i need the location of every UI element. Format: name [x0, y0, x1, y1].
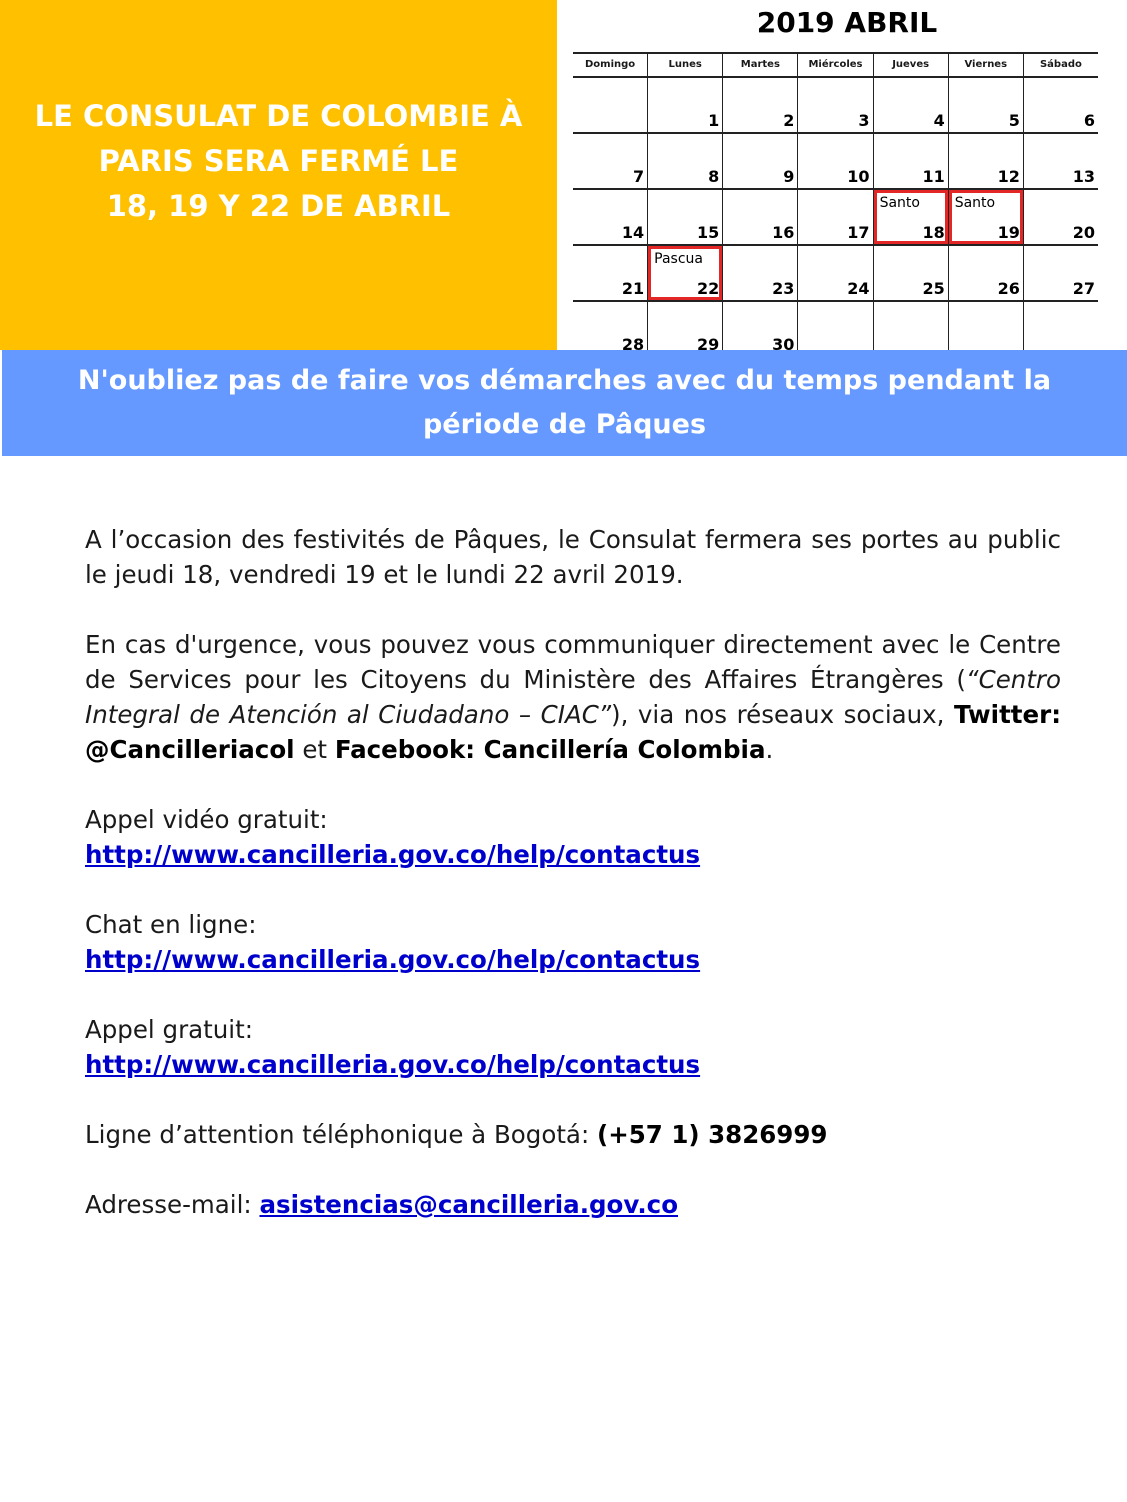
calendar-day — [873, 246, 948, 300]
day-number: 11 — [922, 167, 945, 186]
day-number: 4 — [933, 111, 945, 130]
urgency-paragraph — [85, 627, 1061, 767]
calendar-day — [573, 190, 647, 244]
closure-headline-line2: PARIS SERA FERMÉ LE — [98, 143, 459, 178]
calendar-day — [722, 302, 797, 350]
day-number: 23 — [772, 279, 795, 298]
day-number: 3 — [858, 111, 870, 130]
calendar-day — [797, 190, 872, 244]
day-number: 20 — [1072, 223, 1095, 242]
day-number: 24 — [847, 279, 870, 298]
calendar-week — [573, 190, 1098, 246]
april-calendar — [557, 0, 1127, 350]
calendar-day — [797, 246, 872, 300]
day-number: 8 — [708, 167, 720, 186]
calendar-day — [647, 302, 722, 350]
calendar-day — [797, 134, 872, 188]
weekday-header: Lunes — [647, 54, 722, 76]
day-number: 18 — [922, 223, 945, 242]
calendar-empty-cell — [797, 302, 872, 350]
ciac-name: “Centro Integral de Atención al Ciudadano – CIAC” — [85, 665, 1061, 729]
phone-line — [85, 1117, 1061, 1152]
day-number: 16 — [772, 223, 795, 242]
calendar-day — [873, 134, 948, 188]
chat-link[interactable]: http://www.cancilleria.gov.co/help/contactus — [85, 945, 701, 974]
calendar-week — [573, 134, 1098, 190]
calendar-day — [948, 190, 1023, 244]
calendar-day — [722, 190, 797, 244]
calendar-day — [722, 246, 797, 300]
closure-headline-line1: LE CONSULAT DE COLOMBIE À — [34, 98, 523, 133]
day-number: 7 — [633, 167, 645, 186]
calendar-day — [722, 78, 797, 132]
calendar-day — [1023, 78, 1098, 132]
calendar-day — [573, 302, 647, 350]
calendar-day — [948, 78, 1023, 132]
phone-label: Ligne d’attention téléphonique à Bogotá: — [85, 1120, 597, 1149]
calendar-week — [573, 302, 1098, 350]
weekday-header: Sábado — [1023, 54, 1098, 76]
day-number: 5 — [1008, 111, 1020, 130]
calendar-day — [647, 246, 722, 300]
weekday-header: Miércoles — [797, 54, 872, 76]
calendar-day — [722, 134, 797, 188]
email-label: Adresse-mail: — [85, 1190, 260, 1219]
calendar-day — [573, 134, 647, 188]
calendar-day — [1023, 190, 1098, 244]
holiday-note: Santo — [954, 195, 996, 211]
and-word: et — [294, 735, 335, 764]
calendar-day — [647, 190, 722, 244]
day-number: 6 — [1083, 111, 1095, 130]
day-number: 19 — [997, 223, 1020, 242]
calendar-grid — [573, 52, 1098, 350]
day-number: 29 — [697, 335, 720, 350]
twitter-handle: Twitter: @Cancilleriacol — [85, 700, 1061, 764]
day-number: 1 — [708, 111, 720, 130]
calendar-day — [797, 78, 872, 132]
free-call-label: Appel gratuit: — [85, 1015, 253, 1044]
reminder-line2: période de Pâques — [422, 409, 707, 440]
urgency-text-2: ), via nos réseaux sociaux, — [611, 700, 955, 729]
chat-label: Chat en ligne: — [85, 910, 257, 939]
day-number: 9 — [783, 167, 795, 186]
calendar-day — [873, 190, 948, 244]
calendar-day — [948, 134, 1023, 188]
day-number: 22 — [697, 279, 720, 298]
day-number: 2 — [783, 111, 795, 130]
weekday-header: Martes — [722, 54, 797, 76]
closure-banner — [0, 0, 557, 350]
calendar-day — [873, 78, 948, 132]
video-call-link[interactable]: http://www.cancilleria.gov.co/help/contactus — [85, 840, 701, 869]
calendar-weekday-header — [573, 54, 1098, 78]
calendar-empty-cell — [573, 78, 647, 132]
day-number: 28 — [621, 335, 645, 350]
reminder-line1: N'oubliez pas de faire vos démarches avec du temps pendant la — [77, 365, 1052, 396]
day-number: 26 — [997, 279, 1020, 298]
calendar-empty-cell — [948, 302, 1023, 350]
free-call-link[interactable]: http://www.cancilleria.gov.co/help/contactus — [85, 1050, 701, 1079]
day-number: 17 — [847, 223, 870, 242]
calendar-empty-cell — [873, 302, 948, 350]
weekday-header: Viernes — [948, 54, 1023, 76]
calendar-day — [1023, 246, 1098, 300]
calendar-day — [573, 246, 647, 300]
holiday-note: Santo — [879, 195, 920, 211]
phone-number: (+57 1) 3826999 — [597, 1120, 828, 1149]
email-link[interactable]: asistencias@cancilleria.gov.co — [259, 1190, 679, 1219]
day-number: 21 — [621, 279, 645, 298]
day-number: 13 — [1072, 167, 1095, 186]
announcement-body — [85, 522, 1061, 1222]
calendar-title: 2019 ABRIL — [756, 6, 938, 39]
day-number: 10 — [847, 167, 870, 186]
calendar-week — [573, 78, 1098, 134]
weekday-header: Jueves — [873, 54, 948, 76]
video-call-label: Appel vidéo gratuit: — [85, 805, 328, 834]
calendar-day — [647, 78, 722, 132]
reminder-banner — [2, 350, 1127, 456]
closure-headline — [35, 94, 523, 229]
urgency-text: En cas d'urgence, vous pouvez vous communiquer directement avec le Centre de Services pour les Citoyens du Ministère des Affaires Étrangères ( — [85, 630, 1061, 694]
intro-paragraph: A l’occasion des festivités de Pâques, le Consulat fermera ses portes au public le jeudi 18, vendredi 19 et le lundi 22 avril 2019. — [85, 525, 1061, 589]
day-number: 27 — [1072, 279, 1095, 298]
holiday-note: Pascua — [654, 251, 703, 267]
day-number: 30 — [772, 335, 795, 350]
facebook-page: Facebook: Cancillería Colombia — [334, 735, 766, 764]
calendar-day — [647, 134, 722, 188]
calendar-day — [948, 246, 1023, 300]
closure-headline-line3: 18, 19 Y 22 DE ABRIL — [106, 188, 451, 223]
day-number: 25 — [922, 279, 945, 298]
calendar-day — [1023, 134, 1098, 188]
weekday-header: Domingo — [584, 59, 636, 70]
day-number: 15 — [697, 223, 720, 242]
calendar-empty-cell — [1023, 302, 1098, 350]
calendar-week — [573, 246, 1098, 302]
period: . — [765, 735, 774, 764]
email-line — [85, 1187, 1061, 1222]
day-number: 14 — [621, 223, 645, 242]
day-number: 12 — [997, 167, 1020, 186]
